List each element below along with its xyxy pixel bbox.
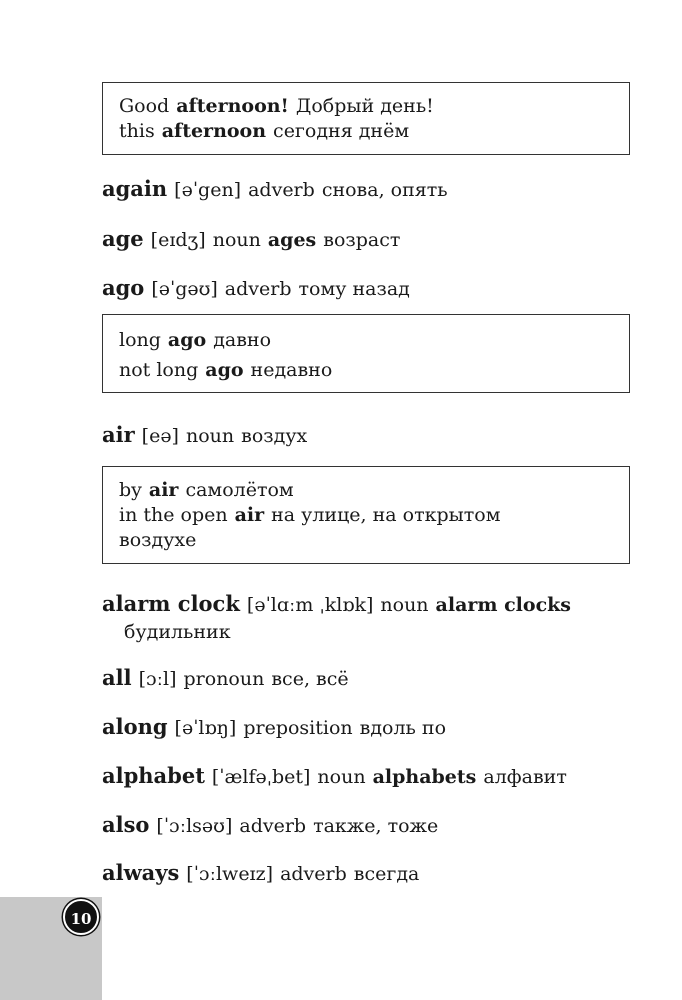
translation: все, всё	[271, 668, 349, 690]
headword: also	[102, 812, 150, 837]
entry-always	[102, 860, 419, 887]
plural-form: alarm clocks	[435, 594, 572, 616]
pronunciation: [ˈɔːlweɪz]	[186, 863, 274, 885]
entry-alarm-clock	[102, 590, 571, 646]
phrase-line: not long ago недавно	[119, 359, 333, 381]
phrase-box-ago	[102, 314, 630, 393]
headword: alarm clock	[102, 591, 240, 616]
translation: всегда	[353, 863, 420, 885]
plural-form: alphabets	[372, 766, 477, 788]
translation: тому назад	[298, 278, 410, 300]
pronunciation: [ɔːl]	[138, 668, 177, 690]
part-of-speech: preposition	[243, 717, 353, 739]
entry-air	[102, 422, 307, 449]
entry-also	[102, 812, 438, 839]
entry-again	[102, 176, 448, 203]
part-of-speech: noun	[380, 594, 429, 616]
translation: снова, опять	[321, 179, 448, 201]
pronunciation: [eə]	[141, 425, 179, 447]
part-of-speech: adverb	[248, 179, 315, 201]
part-of-speech: noun	[317, 766, 366, 788]
part-of-speech: adverb	[239, 815, 307, 837]
headword: along	[102, 714, 168, 739]
part-of-speech: pronoun	[183, 668, 265, 690]
phrase-box-air	[102, 466, 630, 564]
entry-ago	[102, 275, 410, 302]
phrase-line: Good afternoon! Добрый день!	[119, 95, 434, 117]
pronunciation: [ˈɔːlsəʊ]	[156, 815, 233, 837]
page-number-badge: 10	[63, 899, 99, 935]
part-of-speech: adverb	[280, 863, 347, 885]
phrase-line: воздухе	[119, 529, 197, 551]
phrase-line: by air самолётом	[119, 479, 294, 501]
phrase-line: this afternoon сегодня днём	[119, 120, 410, 142]
part-of-speech: noun	[185, 425, 235, 447]
headword: alphabet	[102, 763, 205, 788]
headword: air	[102, 422, 135, 447]
pronunciation: [əˈlɑːm ˌklɒk]	[246, 594, 374, 616]
pronunciation: [əˈlɒŋ]	[174, 717, 237, 739]
translation: алфавит	[483, 766, 567, 788]
pronunciation: [eɪdʒ]	[150, 229, 206, 251]
phrase-line: in the open air на улице, на открытом	[119, 504, 501, 526]
entry-age	[102, 226, 400, 253]
translation: воздух	[241, 425, 308, 447]
translation: возраст	[323, 229, 401, 251]
headword: all	[102, 665, 132, 690]
phrase-line: long ago давно	[119, 329, 272, 351]
entry-alphabet	[102, 763, 567, 790]
part-of-speech: noun	[212, 229, 261, 251]
part-of-speech: adverb	[224, 278, 292, 300]
translation: также, тоже	[313, 815, 439, 837]
pronunciation: [ˈælfəˌbet]	[211, 766, 311, 788]
headword: ago	[102, 275, 145, 300]
translation: будильник	[124, 621, 231, 643]
headword: again	[102, 176, 168, 201]
plural-form: ages	[267, 229, 317, 251]
entry-along	[102, 714, 446, 741]
entry-all	[102, 665, 349, 692]
phrase-box-afternoon	[102, 82, 630, 155]
pronunciation: [əˈgəʊ]	[151, 278, 218, 300]
translation: вдоль по	[359, 717, 447, 739]
headword: always	[102, 860, 180, 885]
headword: age	[102, 226, 144, 251]
pronunciation: [əˈgen]	[174, 179, 242, 201]
